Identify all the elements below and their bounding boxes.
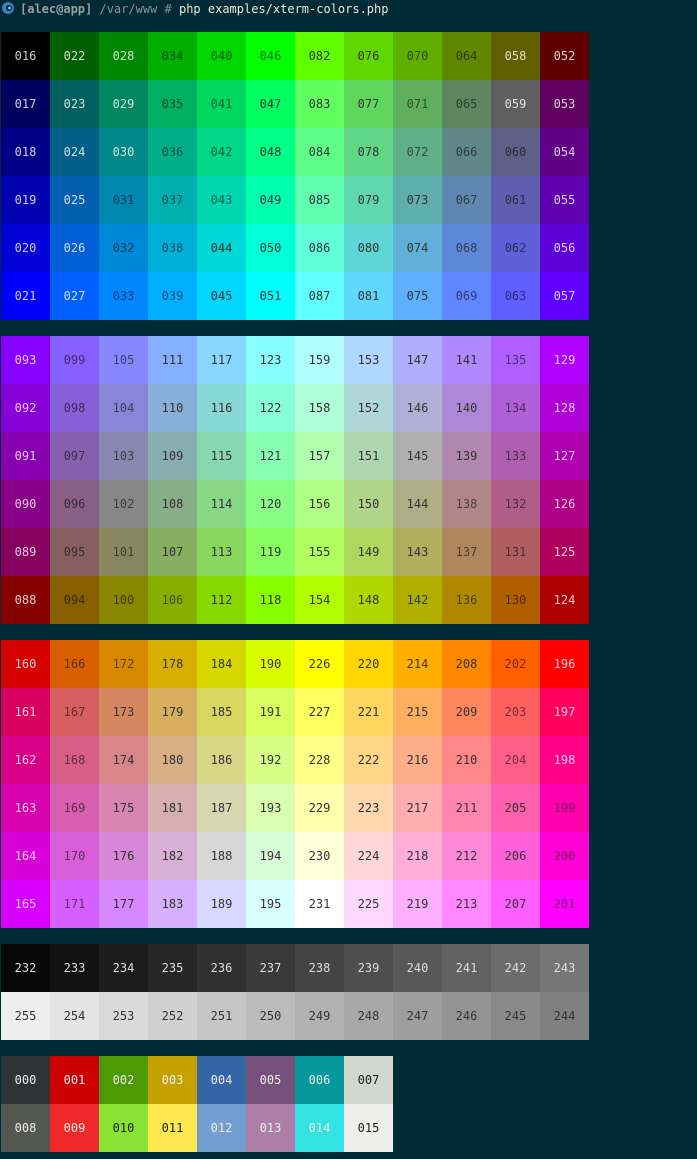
color-swatch-103: 103	[99, 432, 148, 480]
color-swatch-216: 216	[393, 736, 442, 784]
color-swatch-003: 003	[148, 1056, 197, 1104]
color-swatch-026: 026	[50, 224, 99, 272]
color-swatch-213: 213	[442, 880, 491, 928]
color-swatch-170: 170	[50, 832, 99, 880]
color-swatch-147: 147	[393, 336, 442, 384]
color-swatch-160: 160	[1, 640, 50, 688]
color-swatch-132: 132	[491, 480, 540, 528]
color-swatch-113: 113	[197, 528, 246, 576]
color-swatch-055: 055	[540, 176, 589, 224]
color-swatch-121: 121	[246, 432, 295, 480]
color-swatch-088: 088	[1, 576, 50, 624]
color-swatch-225: 225	[344, 880, 393, 928]
color-swatch-035: 035	[148, 80, 197, 128]
color-swatch-010: 010	[99, 1104, 148, 1152]
color-swatch-108: 108	[148, 480, 197, 528]
color-swatch-203: 203	[491, 688, 540, 736]
color-swatch-251: 251	[197, 992, 246, 1040]
color-swatch-126: 126	[540, 480, 589, 528]
color-swatch-096: 096	[50, 480, 99, 528]
color-swatch-196: 196	[540, 640, 589, 688]
color-swatch-075: 075	[393, 272, 442, 320]
color-swatch-182: 182	[148, 832, 197, 880]
color-swatch-137: 137	[442, 528, 491, 576]
color-swatch-021: 021	[1, 272, 50, 320]
color-swatch-166: 166	[50, 640, 99, 688]
color-swatch-186: 186	[197, 736, 246, 784]
color-swatch-157: 157	[295, 432, 344, 480]
color-swatch-049: 049	[246, 176, 295, 224]
color-swatch-187: 187	[197, 784, 246, 832]
color-swatch-050: 050	[246, 224, 295, 272]
color-swatch-118: 118	[246, 576, 295, 624]
color-swatch-210: 210	[442, 736, 491, 784]
color-swatch-078: 078	[344, 128, 393, 176]
color-swatch-105: 105	[99, 336, 148, 384]
color-swatch-052: 052	[540, 32, 589, 80]
color-swatch-009: 009	[50, 1104, 99, 1152]
color-swatch-223: 223	[344, 784, 393, 832]
color-swatch-133: 133	[491, 432, 540, 480]
color-swatch-079: 079	[344, 176, 393, 224]
color-swatch-207: 207	[491, 880, 540, 928]
color-swatch-242: 242	[491, 944, 540, 992]
color-swatch-077: 077	[344, 80, 393, 128]
color-swatch-217: 217	[393, 784, 442, 832]
color-swatch-228: 228	[295, 736, 344, 784]
color-swatch-032: 032	[99, 224, 148, 272]
color-swatch-116: 116	[197, 384, 246, 432]
color-swatch-247: 247	[393, 992, 442, 1040]
color-swatch-102: 102	[99, 480, 148, 528]
color-swatch-211: 211	[442, 784, 491, 832]
color-swatch-136: 136	[442, 576, 491, 624]
color-swatch-005: 005	[246, 1056, 295, 1104]
color-swatch-086: 086	[295, 224, 344, 272]
color-swatch-106: 106	[148, 576, 197, 624]
color-swatch-123: 123	[246, 336, 295, 384]
shell-prompt	[0, 0, 388, 18]
color-swatch-099: 099	[50, 336, 99, 384]
prompt-path: /var/www #	[99, 2, 172, 16]
color-swatch-231: 231	[295, 880, 344, 928]
color-swatch-115: 115	[197, 432, 246, 480]
color-swatch-047: 047	[246, 80, 295, 128]
color-swatch-061: 061	[491, 176, 540, 224]
color-swatch-117: 117	[197, 336, 246, 384]
color-swatch-045: 045	[197, 272, 246, 320]
color-swatch-146: 146	[393, 384, 442, 432]
color-swatch-167: 167	[50, 688, 99, 736]
color-swatch-083: 083	[295, 80, 344, 128]
color-swatch-071: 071	[393, 80, 442, 128]
color-swatch-129: 129	[540, 336, 589, 384]
color-swatch-141: 141	[442, 336, 491, 384]
color-swatch-039: 039	[148, 272, 197, 320]
color-swatch-192: 192	[246, 736, 295, 784]
color-cube-block-3	[1, 640, 589, 928]
color-swatch-053: 053	[540, 80, 589, 128]
color-swatch-066: 066	[442, 128, 491, 176]
color-swatch-015: 015	[344, 1104, 393, 1152]
color-swatch-034: 034	[148, 32, 197, 80]
color-swatch-029: 029	[99, 80, 148, 128]
color-swatch-220: 220	[344, 640, 393, 688]
color-swatch-041: 041	[197, 80, 246, 128]
color-swatch-205: 205	[491, 784, 540, 832]
color-swatch-025: 025	[50, 176, 99, 224]
color-swatch-093: 093	[1, 336, 50, 384]
color-swatch-197: 197	[540, 688, 589, 736]
color-swatch-056: 056	[540, 224, 589, 272]
color-swatch-183: 183	[148, 880, 197, 928]
color-swatch-018: 018	[1, 128, 50, 176]
color-swatch-134: 134	[491, 384, 540, 432]
color-swatch-090: 090	[1, 480, 50, 528]
color-swatch-184: 184	[197, 640, 246, 688]
color-swatch-072: 072	[393, 128, 442, 176]
color-swatch-124: 124	[540, 576, 589, 624]
color-swatch-178: 178	[148, 640, 197, 688]
color-swatch-138: 138	[442, 480, 491, 528]
color-swatch-020: 020	[1, 224, 50, 272]
color-swatch-120: 120	[246, 480, 295, 528]
color-swatch-179: 179	[148, 688, 197, 736]
color-swatch-181: 181	[148, 784, 197, 832]
color-swatch-254: 254	[50, 992, 99, 1040]
color-swatch-193: 193	[246, 784, 295, 832]
color-swatch-202: 202	[491, 640, 540, 688]
color-swatch-230: 230	[295, 832, 344, 880]
color-swatch-236: 236	[197, 944, 246, 992]
color-swatch-188: 188	[197, 832, 246, 880]
color-swatch-224: 224	[344, 832, 393, 880]
color-swatch-063: 063	[491, 272, 540, 320]
color-swatch-013: 013	[246, 1104, 295, 1152]
color-swatch-091: 091	[1, 432, 50, 480]
color-swatch-165: 165	[1, 880, 50, 928]
color-swatch-233: 233	[50, 944, 99, 992]
color-swatch-092: 092	[1, 384, 50, 432]
color-swatch-180: 180	[148, 736, 197, 784]
color-swatch-190: 190	[246, 640, 295, 688]
color-swatch-023: 023	[50, 80, 99, 128]
color-swatch-019: 019	[1, 176, 50, 224]
color-swatch-200: 200	[540, 832, 589, 880]
color-swatch-000: 000	[1, 1056, 50, 1104]
prompt-command: php examples/xterm-colors.php	[178, 2, 389, 16]
color-swatch-076: 076	[344, 32, 393, 80]
color-swatch-151: 151	[344, 432, 393, 480]
color-swatch-037: 037	[148, 176, 197, 224]
color-swatch-161: 161	[1, 688, 50, 736]
color-swatch-171: 171	[50, 880, 99, 928]
color-swatch-234: 234	[99, 944, 148, 992]
color-swatch-235: 235	[148, 944, 197, 992]
color-swatch-253: 253	[99, 992, 148, 1040]
color-swatch-094: 094	[50, 576, 99, 624]
color-swatch-239: 239	[344, 944, 393, 992]
color-swatch-221: 221	[344, 688, 393, 736]
color-swatch-209: 209	[442, 688, 491, 736]
color-swatch-219: 219	[393, 880, 442, 928]
color-swatch-244: 244	[540, 992, 589, 1040]
color-swatch-084: 084	[295, 128, 344, 176]
color-swatch-142: 142	[393, 576, 442, 624]
color-swatch-062: 062	[491, 224, 540, 272]
color-swatch-097: 097	[50, 432, 99, 480]
color-swatch-177: 177	[99, 880, 148, 928]
color-swatch-155: 155	[295, 528, 344, 576]
color-swatch-065: 065	[442, 80, 491, 128]
grayscale-ramp	[1, 944, 589, 1040]
color-swatch-173: 173	[99, 688, 148, 736]
color-swatch-222: 222	[344, 736, 393, 784]
color-swatch-238: 238	[295, 944, 344, 992]
color-swatch-069: 069	[442, 272, 491, 320]
color-swatch-226: 226	[295, 640, 344, 688]
color-swatch-044: 044	[197, 224, 246, 272]
color-swatch-058: 058	[491, 32, 540, 80]
color-swatch-174: 174	[99, 736, 148, 784]
color-swatch-149: 149	[344, 528, 393, 576]
color-swatch-127: 127	[540, 432, 589, 480]
color-swatch-144: 144	[393, 480, 442, 528]
color-swatch-011: 011	[148, 1104, 197, 1152]
color-swatch-245: 245	[491, 992, 540, 1040]
color-swatch-033: 033	[99, 272, 148, 320]
color-swatch-198: 198	[540, 736, 589, 784]
color-swatch-176: 176	[99, 832, 148, 880]
color-swatch-110: 110	[148, 384, 197, 432]
color-swatch-169: 169	[50, 784, 99, 832]
color-swatch-218: 218	[393, 832, 442, 880]
color-swatch-087: 087	[295, 272, 344, 320]
color-swatch-162: 162	[1, 736, 50, 784]
color-swatch-206: 206	[491, 832, 540, 880]
color-swatch-080: 080	[344, 224, 393, 272]
color-swatch-189: 189	[197, 880, 246, 928]
color-swatch-038: 038	[148, 224, 197, 272]
color-swatch-060: 060	[491, 128, 540, 176]
color-swatch-012: 012	[197, 1104, 246, 1152]
prompt-user: [alec@app]	[20, 2, 93, 16]
color-swatch-101: 101	[99, 528, 148, 576]
color-swatch-199: 199	[540, 784, 589, 832]
color-swatch-051: 051	[246, 272, 295, 320]
color-swatch-195: 195	[246, 880, 295, 928]
color-swatch-085: 085	[295, 176, 344, 224]
color-swatch-128: 128	[540, 384, 589, 432]
color-swatch-232: 232	[1, 944, 50, 992]
color-swatch-163: 163	[1, 784, 50, 832]
color-swatch-001: 001	[50, 1056, 99, 1104]
color-swatch-208: 208	[442, 640, 491, 688]
color-swatch-030: 030	[99, 128, 148, 176]
system-colors	[1, 1056, 393, 1152]
color-swatch-252: 252	[148, 992, 197, 1040]
color-swatch-241: 241	[442, 944, 491, 992]
color-swatch-008: 008	[1, 1104, 50, 1152]
color-swatch-164: 164	[1, 832, 50, 880]
color-swatch-081: 081	[344, 272, 393, 320]
color-swatch-024: 024	[50, 128, 99, 176]
color-swatch-131: 131	[491, 528, 540, 576]
color-swatch-122: 122	[246, 384, 295, 432]
color-swatch-250: 250	[246, 992, 295, 1040]
color-swatch-070: 070	[393, 32, 442, 80]
color-swatch-248: 248	[344, 992, 393, 1040]
color-swatch-098: 098	[50, 384, 99, 432]
color-swatch-139: 139	[442, 432, 491, 480]
color-cube-block-2	[1, 336, 589, 624]
color-swatch-255: 255	[1, 992, 50, 1040]
color-swatch-175: 175	[99, 784, 148, 832]
color-swatch-240: 240	[393, 944, 442, 992]
color-swatch-119: 119	[246, 528, 295, 576]
color-swatch-246: 246	[442, 992, 491, 1040]
color-swatch-201: 201	[540, 880, 589, 928]
color-swatch-040: 040	[197, 32, 246, 80]
color-swatch-089: 089	[1, 528, 50, 576]
color-swatch-007: 007	[344, 1056, 393, 1104]
color-swatch-229: 229	[295, 784, 344, 832]
color-swatch-214: 214	[393, 640, 442, 688]
color-swatch-006: 006	[295, 1056, 344, 1104]
color-swatch-145: 145	[393, 432, 442, 480]
color-swatch-104: 104	[99, 384, 148, 432]
color-swatch-073: 073	[393, 176, 442, 224]
color-swatch-048: 048	[246, 128, 295, 176]
color-swatch-212: 212	[442, 832, 491, 880]
color-swatch-057: 057	[540, 272, 589, 320]
color-swatch-237: 237	[246, 944, 295, 992]
color-swatch-042: 042	[197, 128, 246, 176]
color-swatch-140: 140	[442, 384, 491, 432]
color-swatch-153: 153	[344, 336, 393, 384]
color-swatch-111: 111	[148, 336, 197, 384]
color-swatch-143: 143	[393, 528, 442, 576]
color-swatch-043: 043	[197, 176, 246, 224]
color-swatch-054: 054	[540, 128, 589, 176]
color-swatch-074: 074	[393, 224, 442, 272]
color-swatch-148: 148	[344, 576, 393, 624]
color-swatch-109: 109	[148, 432, 197, 480]
color-swatch-249: 249	[295, 992, 344, 1040]
color-swatch-154: 154	[295, 576, 344, 624]
color-swatch-004: 004	[197, 1056, 246, 1104]
color-swatch-194: 194	[246, 832, 295, 880]
color-swatch-243: 243	[540, 944, 589, 992]
color-swatch-014: 014	[295, 1104, 344, 1152]
color-swatch-135: 135	[491, 336, 540, 384]
color-swatch-185: 185	[197, 688, 246, 736]
color-swatch-168: 168	[50, 736, 99, 784]
color-swatch-156: 156	[295, 480, 344, 528]
color-swatch-112: 112	[197, 576, 246, 624]
color-swatch-017: 017	[1, 80, 50, 128]
color-cube-block-1	[1, 32, 589, 320]
color-swatch-107: 107	[148, 528, 197, 576]
color-swatch-125: 125	[540, 528, 589, 576]
color-swatch-152: 152	[344, 384, 393, 432]
color-swatch-204: 204	[491, 736, 540, 784]
color-swatch-215: 215	[393, 688, 442, 736]
color-swatch-158: 158	[295, 384, 344, 432]
color-swatch-036: 036	[148, 128, 197, 176]
color-swatch-059: 059	[491, 80, 540, 128]
color-swatch-068: 068	[442, 224, 491, 272]
color-swatch-172: 172	[99, 640, 148, 688]
color-swatch-191: 191	[246, 688, 295, 736]
color-swatch-028: 028	[99, 32, 148, 80]
color-swatch-027: 027	[50, 272, 99, 320]
color-swatch-067: 067	[442, 176, 491, 224]
color-swatch-022: 022	[50, 32, 99, 80]
color-swatch-082: 082	[295, 32, 344, 80]
color-swatch-100: 100	[99, 576, 148, 624]
color-swatch-064: 064	[442, 32, 491, 80]
color-swatch-227: 227	[295, 688, 344, 736]
color-swatch-114: 114	[197, 480, 246, 528]
debian-swirl-icon	[0, 1, 16, 15]
color-swatch-002: 002	[99, 1056, 148, 1104]
color-swatch-046: 046	[246, 32, 295, 80]
color-swatch-016: 016	[1, 32, 50, 80]
color-swatch-159: 159	[295, 336, 344, 384]
color-swatch-031: 031	[99, 176, 148, 224]
color-swatch-095: 095	[50, 528, 99, 576]
color-swatch-130: 130	[491, 576, 540, 624]
color-swatch-150: 150	[344, 480, 393, 528]
